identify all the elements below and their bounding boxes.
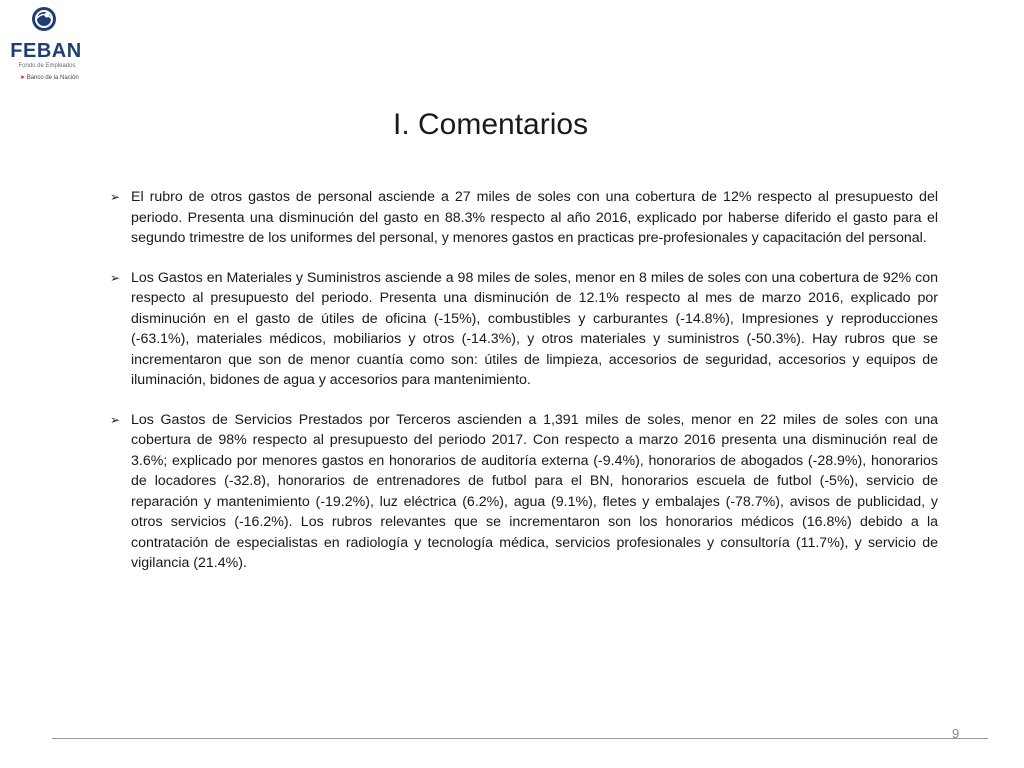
slide-title: I. Comentarios bbox=[393, 108, 589, 141]
comment-text: Los Gastos en Materiales y Suministros asciende a 98 miles de soles, menor en 8 miles de soles con una cobertura de 92% con respecto al presupuesto del periodo. Presenta una disminución de 12.1% respecto al mes de marzo 2016, explicado por disminución en el gasto de útiles de oficina (-15%), combustibles y carburantes (-14.8%), Impresiones y reproducciones (-63.1%), materiales médicos, mobiliarios y otros (-14.3%), y otros materiales y suministros (-50.3%). Hay rubros que se incrementaron que son de menor cuantía como son: útiles de limpieza, accesorios de seguridad, accesorios y equipos de iluminación, bidones de agua y accesorios para mantenimiento. bbox=[131, 269, 938, 388]
comment-item bbox=[110, 187, 938, 249]
comment-text: El rubro de otros gastos de personal asciende a 27 miles de soles con una cobertura de 12% respecto al presupuesto del periodo. Presenta una disminución del gasto en 88.3% respecto al año 2016, explicado por haberse diferido el gasto para el segundo trimestre de los uniformes del personal, y menores gastos en practicas pre-profesionales y capacitación del personal. bbox=[131, 189, 938, 246]
comment-list bbox=[110, 187, 938, 593]
comment-text: Los Gastos de Servicios Prestados por Terceros ascienden a 1,391 miles de soles, menor en 22 miles de soles con una cobertura de 98% respecto al presupuesto del periodo 2017. Con respecto a marzo 2016 presenta una disminución real de 3.6%; explicado por menores gastos en honorarios de auditoría externa (-9.4%), honorarios de abogados (-28.9%), honorarios de locadores (-32.8), honorarios de entrenadores de futbol para el BN, honorarios escuela de futbol (-5%), servicio de reparación y mantenimiento (-19.2%), luz eléctrica (6.2%), agua (9.1%), fletes y embalajes (-78.7%), avisos de publicidad, y otros servicios (-16.2%). Los rubros relevantes que se incrementaron son los honorarios médicos (16.8%) debido a la contratación de especialistas en radiología y tecnología médica, servicios profesionales y consultoría (11.7%), y servicio de vigilancia (21.4%). bbox=[131, 411, 938, 571]
comment-item bbox=[110, 410, 938, 574]
bank-mark-icon: ➤ bbox=[20, 75, 26, 81]
comment-item bbox=[110, 268, 938, 391]
arrow-bullet-icon: ➢ bbox=[110, 412, 121, 427]
logo-subtitle: Fondo de Empleados bbox=[18, 63, 76, 69]
logo-bank bbox=[20, 74, 86, 81]
feban-logo bbox=[6, 6, 86, 84]
logo-name: FEBAN bbox=[10, 40, 82, 62]
arrow-bullet-icon: ➢ bbox=[110, 190, 121, 204]
page-number: 9 bbox=[952, 726, 960, 741]
logo-bank-label: Banco de la Nación bbox=[26, 75, 79, 81]
footer-divider bbox=[52, 738, 988, 739]
arrow-bullet-icon: ➢ bbox=[110, 270, 121, 285]
globe-icon bbox=[31, 6, 57, 32]
